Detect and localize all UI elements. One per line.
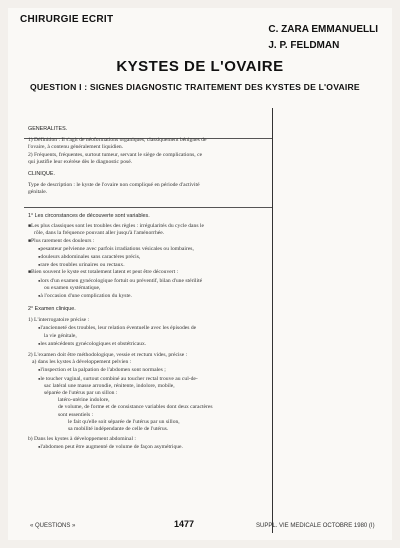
author-1: C. ZARA EMMANUELLI <box>268 24 378 35</box>
text-line: a) dans les kystes à développement pelvien : <box>32 359 132 366</box>
text-line: ● rare des troubles urinaires ou rectaux. <box>28 261 268 269</box>
text-line: sa mobilité indépendante de celle de l'utérus. <box>68 426 169 433</box>
text-line: ● l'inspection et la palpation de l'abdomen sont normales ; <box>28 366 268 374</box>
circonstances-section <box>28 213 268 300</box>
text-line: ● à l'occasion d'une complication du kyste. <box>28 292 268 300</box>
text-line: la vie génitale, <box>44 332 77 339</box>
page-number: 1477 <box>174 519 195 529</box>
text-line: séparée de l'utérus par un sillon : <box>44 390 118 397</box>
text-line: ■ Plus rarement des douleurs : <box>28 238 268 245</box>
text-line: ● les antécédents gynécologiques et obstétricaux. <box>28 340 268 348</box>
text-line: Type de description : le kyste de l'ovaire non compliqué en période d'activité <box>28 182 200 189</box>
text-line: 2) L'examen doit être méthodologique, vessie et rectum vides, précise : <box>28 352 188 359</box>
examen-heading: 2° Examen clinique. <box>28 306 76 312</box>
text-line: 1) L'interrogatoire précise : <box>28 317 90 324</box>
circonstances-heading: 1° Les circonstances de découverte sont variables. <box>28 213 150 219</box>
footer-right: SUPPL. VIE MEDICALE OCTOBRE 1980 (I) <box>256 523 375 529</box>
examen-section <box>28 306 268 452</box>
page-title: KYSTES DE L'OVAIRE <box>116 58 284 75</box>
author-2: J. P. FELDMAN <box>268 40 340 51</box>
text-line: le fait qu'elle soit séparée de l'utérus par un sillon, <box>68 418 180 425</box>
text-line: 2) Fréquents, fréquentes, surtout tumeur, servant le siège de complications, ce <box>28 151 203 158</box>
text-line: qui justifie leur exérèse dès le diagnostic posé. <box>28 158 133 165</box>
text-line: l'ovaire, à contenu généralement liquidien. <box>28 144 124 151</box>
generalites-heading: GENERALITES. <box>28 126 68 132</box>
text-line: rôle, dans la fréquence pouvant aller jusqu'à l'aménorrhée. <box>34 230 165 237</box>
page-subtitle: QUESTION I : SIGNES DIAGNOSTIC TRAITEMENT DES KYSTES DE L'OVAIRE <box>30 82 360 92</box>
section-tag: CHIRURGIE ECRIT <box>20 14 114 25</box>
text-line: ● l'ancienneté des troubles, leur relation éventuelle avec les épisodes de <box>28 324 268 332</box>
clinique-heading: CLINIQUE. <box>28 171 55 177</box>
text-line: ■ Les plus classiques sont les troubles des règles : irrégularités du cycle dans le <box>28 223 268 230</box>
text-line: ● le toucher vaginal, surtout combiné au toucher rectal trouve au cul-de- <box>28 375 268 383</box>
text-line: ou examen systématique, <box>44 284 101 291</box>
text-line: ● lors d'un examen gynécologique fortuit ou préventif, bilan d'une stérilité <box>28 277 268 285</box>
text-line: sont essentiels : <box>58 411 94 418</box>
authors <box>268 22 378 54</box>
generalites-section <box>28 126 268 166</box>
text-line: ● douleurs abdominales sans caractères précis, <box>28 253 268 261</box>
clinique-section <box>28 171 268 197</box>
divider-bottom <box>24 207 272 208</box>
text-line: de volume, de forme et de consistance variables dont deux caractères <box>58 404 213 411</box>
text-line: sac latéral une masse arrondie, rénitente, indolore, mobile, <box>44 382 175 389</box>
text-line: latéro-utérine indolore, <box>58 397 110 404</box>
text-line: génitale. <box>28 189 48 196</box>
text-line: b) Dans les kystes à développement abdominal : <box>28 436 136 443</box>
text-line: ● l'abdomen peut être augmenté de volume de façon asymétrique. <box>28 443 268 451</box>
footer-left: « QUESTIONS » <box>30 523 76 529</box>
text-line: ● pesanteur pelvienne avec parfois irradiations vésicales ou lombaires, <box>28 245 268 253</box>
text-line: 1) Définition : Il s'agit de néoformations organiques, classiquement bénignes de <box>28 137 207 144</box>
text-line: ■ Bien souvent le kyste est totalement latent et peut être découvert : <box>28 269 268 276</box>
